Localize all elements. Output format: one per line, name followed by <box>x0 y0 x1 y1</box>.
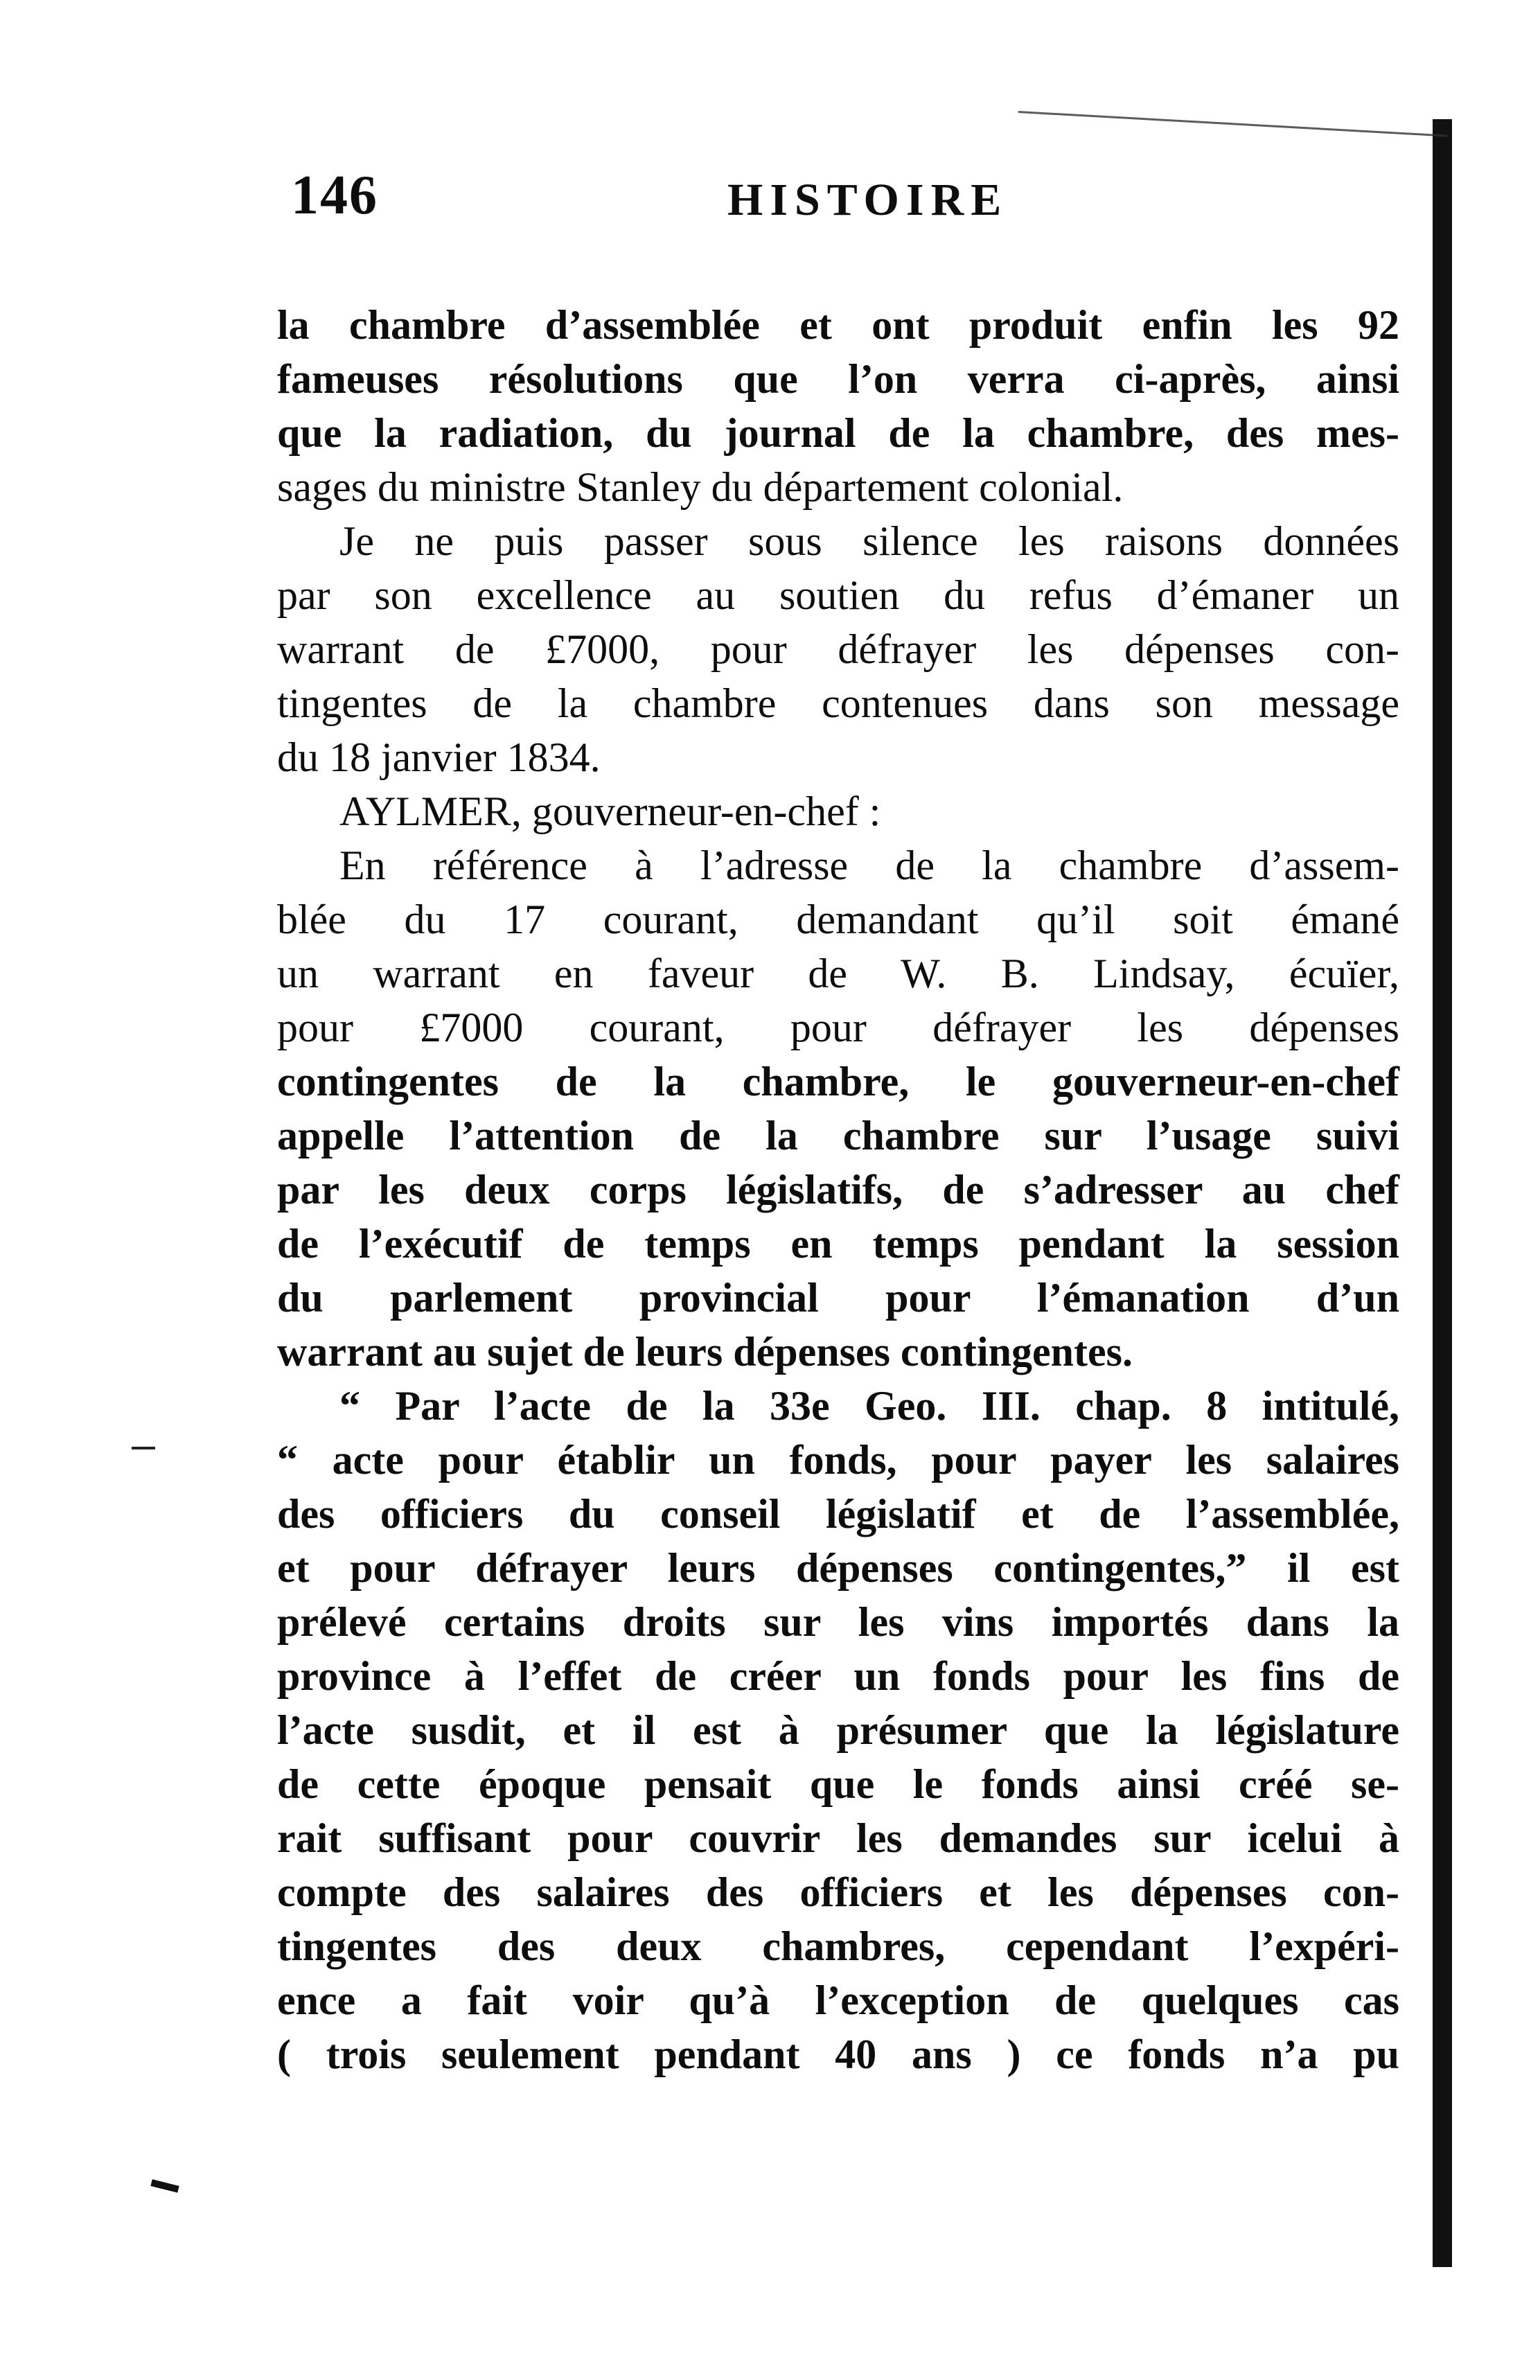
corner-scan-mark <box>150 2179 179 2192</box>
running-title: HISTOIRE <box>727 175 1009 225</box>
scan-artifact-line <box>1018 111 1447 137</box>
page-header <box>291 161 1372 237</box>
text-line: fameuses résolutions que l’on verra ci-après, ainsi <box>277 356 1399 402</box>
text-line: la chambre d’assemblée et ont produit enfin les 92 <box>277 302 1399 348</box>
margin-dash <box>132 1447 155 1449</box>
text-line: “ Par l’acte de la 33e Geo. III. chap. 8 intitulé, <box>339 1383 1399 1429</box>
text-line: de l’exécutif de temps en temps pendant la session <box>277 1221 1399 1267</box>
text-line: ence a fait voir qu’à l’exception de quelques cas <box>277 1977 1399 2023</box>
text-line: warrant au sujet de leurs dépenses contingentes. <box>277 1329 1133 1375</box>
text-line: province à l’effet de créer un fonds pour les fins de <box>277 1653 1399 1699</box>
text-line: par les deux corps législatifs, de s’adresser au chef <box>277 1167 1399 1213</box>
text-line: compte des salaires des officiers et les dépenses con- <box>277 1869 1399 1915</box>
text-line: appelle l’attention de la chambre sur l’usage suivi <box>277 1113 1399 1158</box>
binding-edge-rule <box>1433 119 1452 2267</box>
text-line: Je ne puis passer sous silence les raisons données <box>339 518 1399 564</box>
body-text <box>277 298 1399 2081</box>
text-line: du parlement provincial pour l’émanation d’un <box>277 1275 1399 1321</box>
text-line: des officiers du conseil législatif et de l’assemblée, <box>277 1491 1399 1537</box>
text-line: pour £7000 courant, pour défrayer les dépenses <box>277 1005 1399 1050</box>
text-line: rait suffisant pour couvrir les demandes sur icelui à <box>277 1815 1399 1861</box>
text-line: et pour défrayer leurs dépenses contingentes,” il est <box>277 1545 1399 1591</box>
text-line: que la radiation, du journal de la chambre, des mes- <box>277 410 1399 456</box>
text-line: tingentes de la chambre contenues dans son message <box>277 680 1399 726</box>
text-line: l’acte susdit, et il est à présumer que la législature <box>277 1707 1399 1753</box>
text-line: un warrant en faveur de W. B. Lindsay, écuïer, <box>277 951 1399 996</box>
text-line: contingentes de la chambre, le gouverneur-en-chef <box>277 1059 1399 1104</box>
page-number: 146 <box>291 165 378 226</box>
text-line: warrant de £7000, pour défrayer les dépenses con- <box>277 626 1399 672</box>
text-line: “ acte pour établir un fonds, pour payer les salaires <box>277 1437 1399 1483</box>
text-line: En référence à l’adresse de la chambre d’assem- <box>339 843 1399 888</box>
text-line: par son excellence au soutien du refus d’émaner un <box>277 572 1399 618</box>
text-line: ( trois seulement pendant 40 ans ) ce fonds n’a pu <box>277 2031 1399 2077</box>
text-line: du 18 janvier 1834. <box>277 734 601 780</box>
text-line: AYLMER, gouverneur-en-chef : <box>339 788 881 834</box>
text-line: blée du 17 courant, demandant qu’il soit émané <box>277 897 1399 942</box>
text-line: sages du ministre Stanley du département colonial. <box>277 464 1124 510</box>
text-line: tingentes des deux chambres, cependant l’expéri- <box>277 1923 1399 1969</box>
text-line: de cette époque pensait que le fonds ainsi créé se- <box>277 1761 1399 1807</box>
text-line: prélevé certains droits sur les vins importés dans la <box>277 1599 1399 1645</box>
